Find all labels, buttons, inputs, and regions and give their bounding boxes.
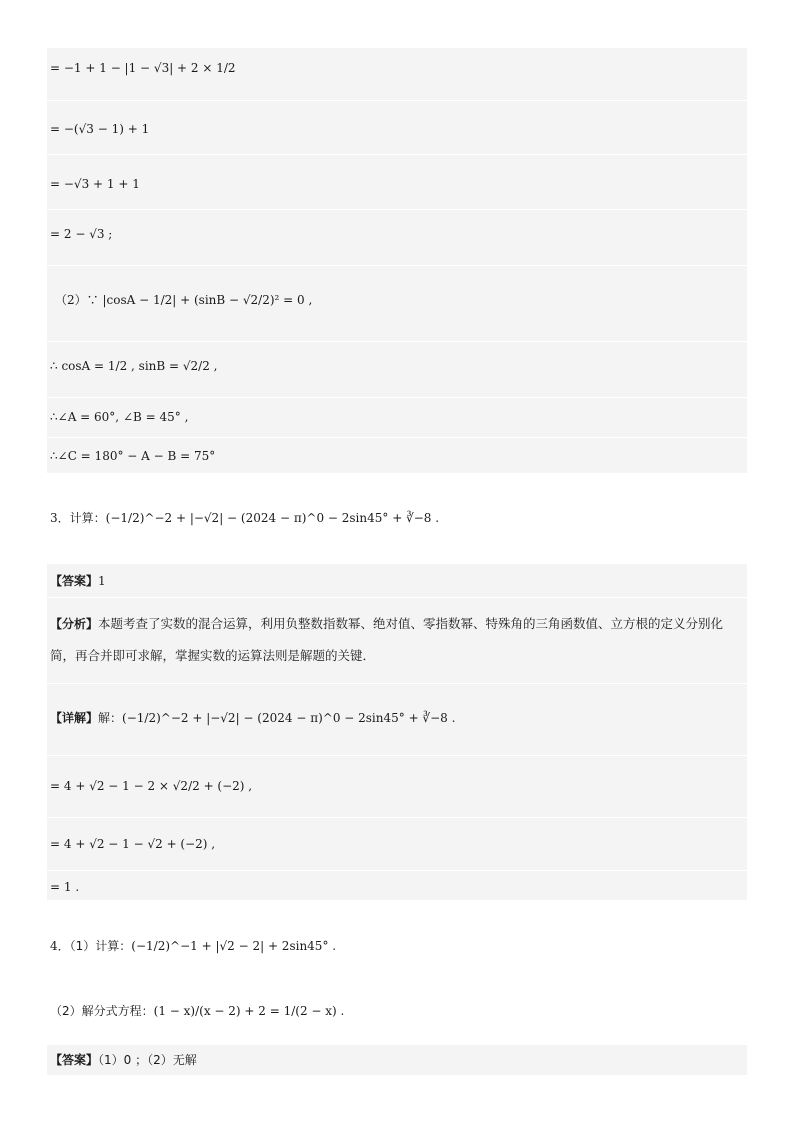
solution-line: = −√3 + 1 + 1 (50, 177, 140, 191)
answer-block-4 (47, 1045, 747, 1075)
analysis-tag: 【分析】 (50, 617, 99, 631)
solution-line: （2）∵ |cosA − 1/2| + (sinB − √2/2)² = 0 , (55, 293, 313, 307)
answer-line (50, 575, 106, 587)
problem-expression: (1 − x)/(x − 2) + 2 = 1/(2 − x) . (153, 1004, 345, 1018)
answer-row (47, 563, 747, 598)
solution-line: ∴∠A = 60°, ∠B = 45° , (50, 410, 189, 424)
solution-row (47, 341, 747, 398)
solution-block-top (47, 47, 747, 473)
analysis-paragraph (50, 608, 746, 671)
solution-row (47, 437, 747, 474)
solution-row (47, 209, 747, 266)
solution-row (47, 47, 747, 101)
solution-line: ∴ cosA = 1/2 , sinB = √2/2 , (50, 359, 218, 373)
solution-row (47, 154, 747, 210)
problem-label: 计算： (69, 511, 106, 525)
answer-block-3 (47, 563, 747, 900)
detail-line: = 4 + √2 − 1 − 2 × √2/2 + (−2) , (50, 779, 253, 793)
solution-row (47, 397, 747, 438)
detail-line (50, 712, 455, 724)
detail-row (47, 870, 747, 901)
detail-tag: 【详解】 (50, 711, 99, 725)
solution-row (47, 265, 747, 342)
detail-row (47, 755, 747, 818)
solution-row (47, 100, 747, 155)
problem-expression: (−1/2)^−1 + |√2 − 2| + 2sin45° . (131, 939, 337, 953)
answer-value: （1）0 ；（2）无解 (98, 1053, 197, 1067)
analysis-text: 本题考查了实数的混合运算，利用负整数指数幂、绝对值、零指数幂、特殊角的三角函数值、立方根的定义分别化简，再合并即可求解，掌握实数的运算法则是解题的关键． (50, 616, 724, 663)
answer-line (50, 1054, 197, 1066)
detail-line: = 4 + √2 − 1 − √2 + (−2) , (50, 837, 216, 851)
detail-line: = 1 . (50, 880, 80, 894)
detail-expression: (−1/2)^−2 + |−√2| − (2024 − π)^0 − 2sin45° + ∛−8 . (122, 711, 456, 725)
detail-intro: 解： (98, 711, 123, 725)
analysis-row (47, 597, 747, 684)
problem-label: （2）解分式方程： (50, 1004, 154, 1018)
solution-line: = −1 + 1 − |1 − √3| + 2 × 1/2 (50, 61, 236, 75)
answer-tag: 【答案】 (50, 1053, 99, 1067)
detail-row (47, 683, 747, 756)
problem-label: （1）计算： (69, 939, 132, 953)
answer-value: 1 (98, 574, 106, 588)
answer-tag: 【答案】 (50, 574, 99, 588)
problem-4-part2 (50, 1005, 344, 1017)
detail-row (47, 817, 747, 871)
problem-expression: (−1/2)^−2 + |−√2| − (2024 − π)^0 − 2sin45° + ∛−8 . (105, 511, 440, 525)
problem-number: 4． (50, 939, 70, 953)
problem-3-statement (50, 512, 439, 524)
problem-4-part1 (50, 940, 336, 952)
problem-number: 3． (50, 511, 70, 525)
solution-line: = 2 − √3 ; (50, 227, 113, 241)
solution-line: ∴∠C = 180° − A − B = 75° (50, 449, 216, 463)
solution-line: = −(√3 − 1) + 1 (50, 122, 150, 136)
